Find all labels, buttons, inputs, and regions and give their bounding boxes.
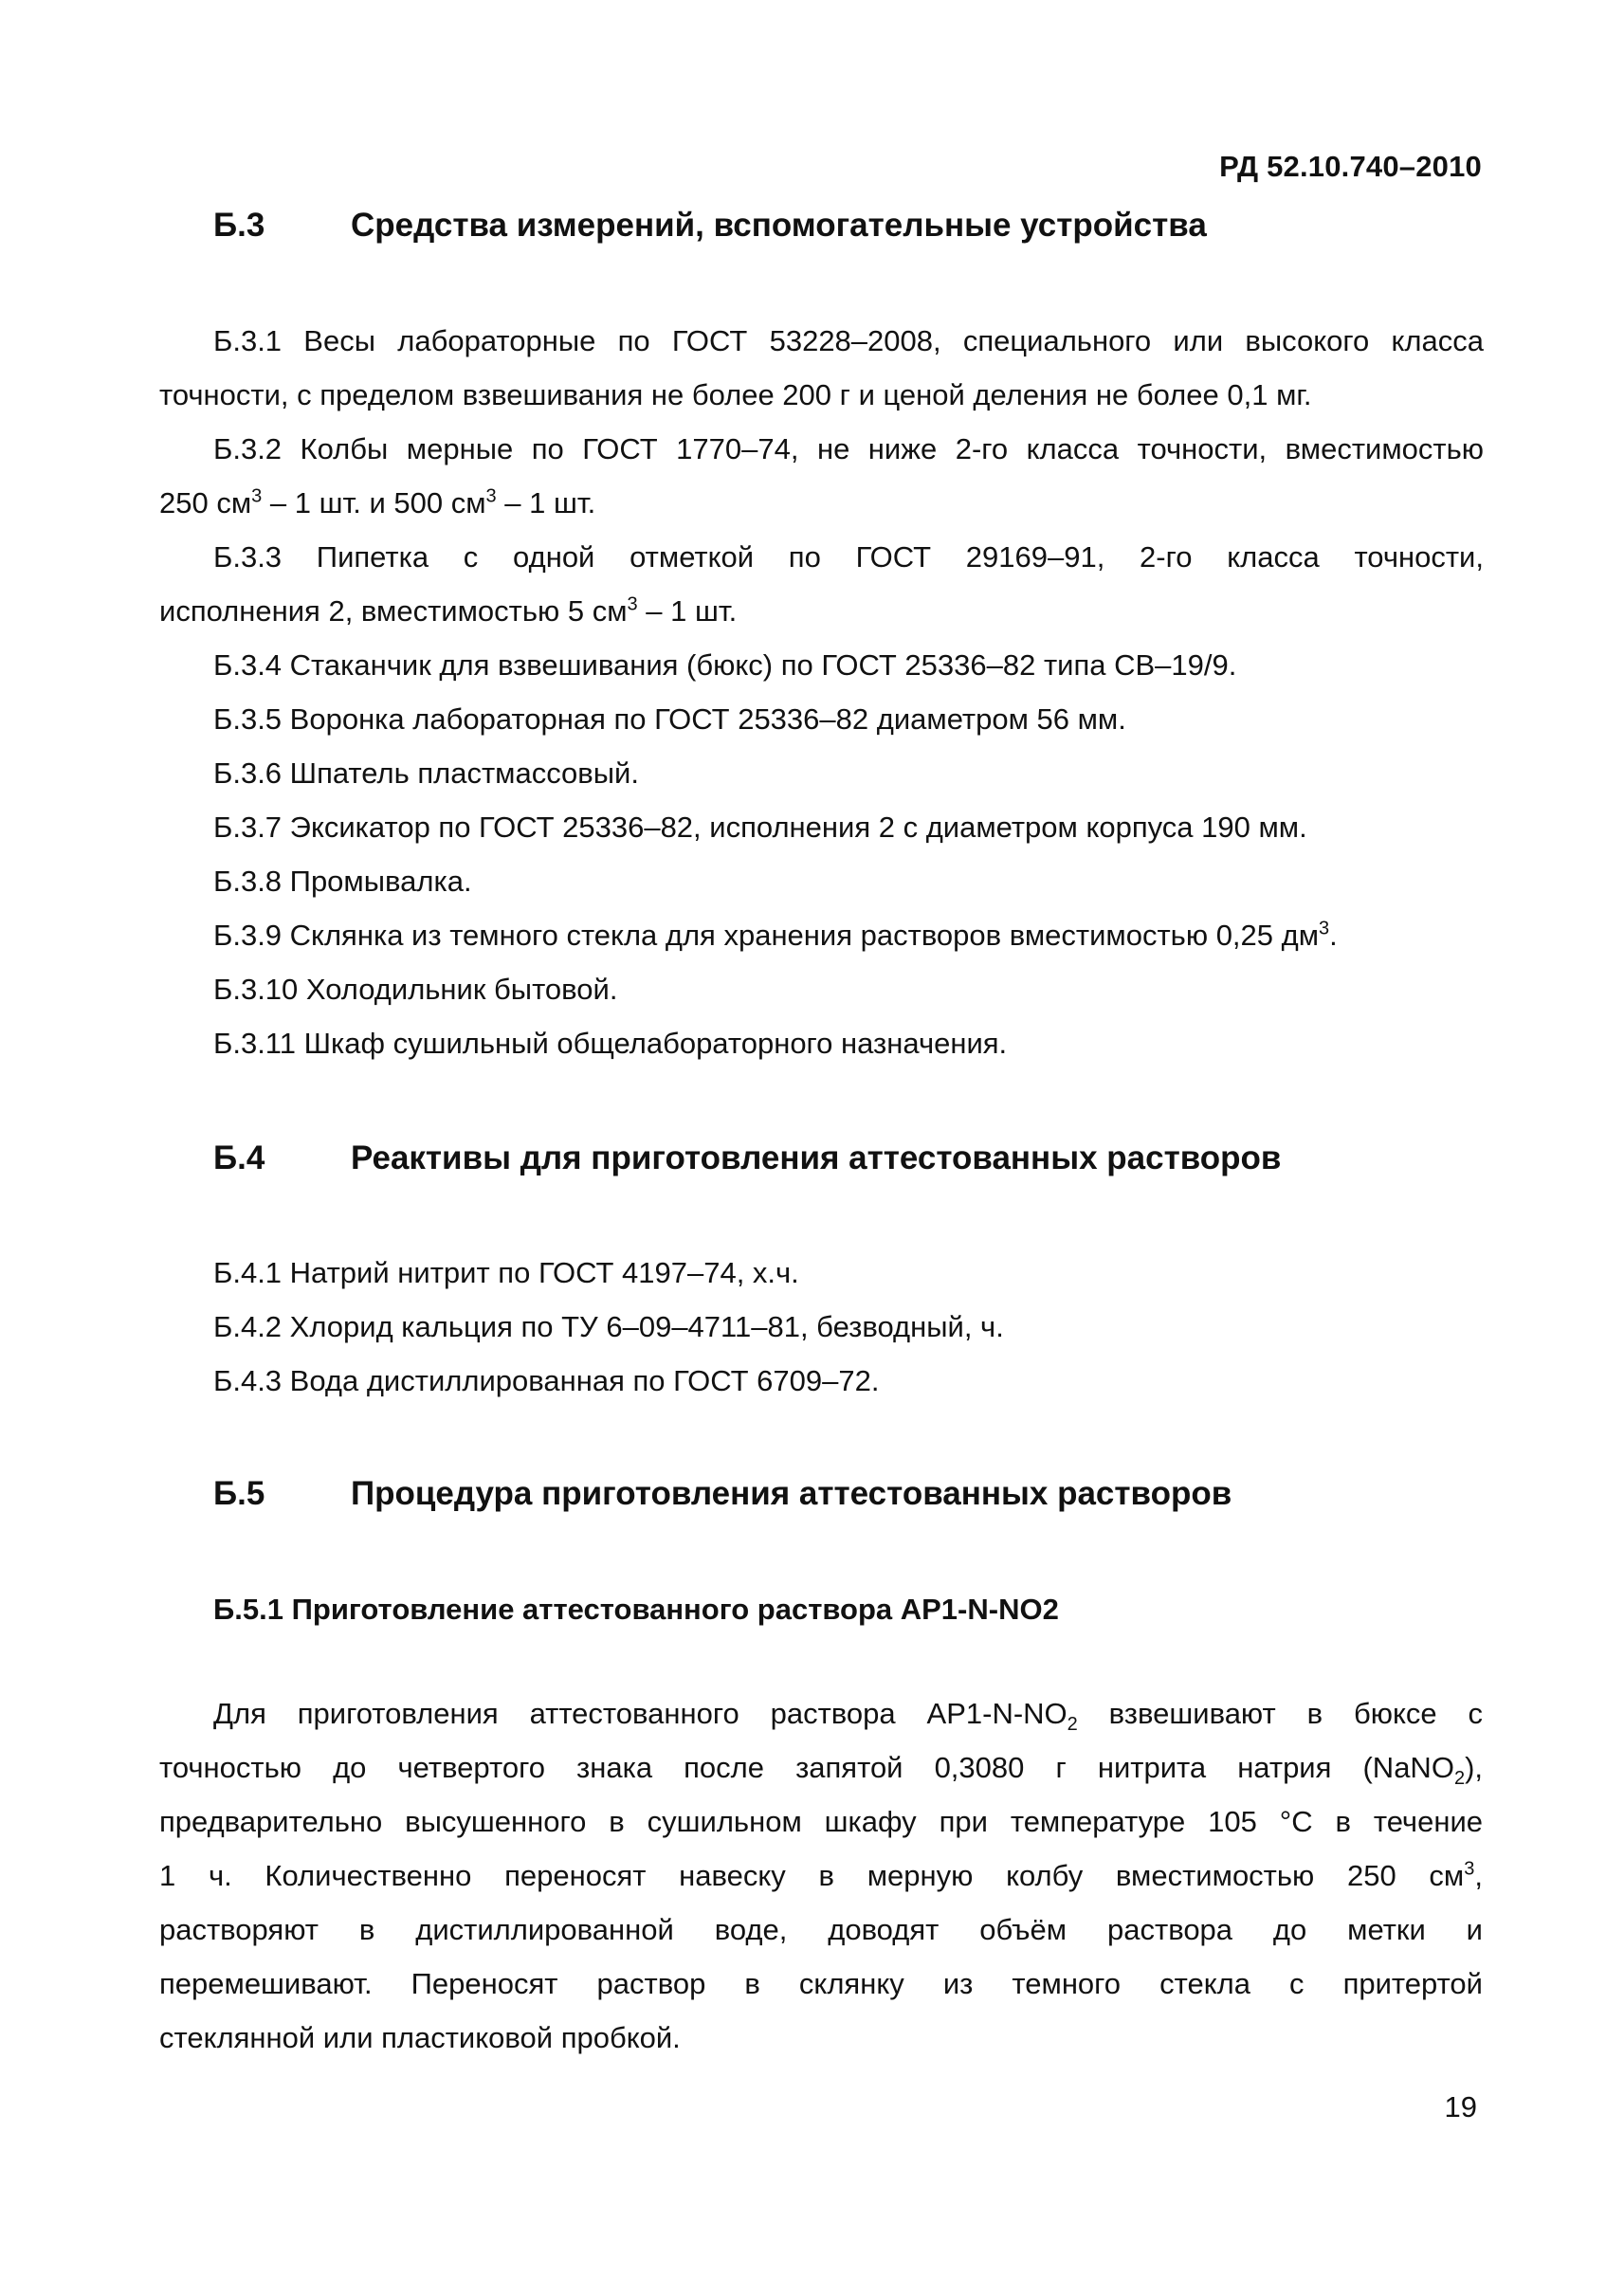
superscript: 3 (1319, 918, 1330, 939)
text-fragment: . (1329, 919, 1338, 952)
subscript: 2 (1067, 1714, 1078, 1736)
document-code: РД 52.10.740–2010 (1219, 150, 1482, 183)
text-fragment: исполнения 2, вместимостью 5 см (159, 594, 628, 628)
section-heading-b5 (213, 1475, 1232, 1513)
item-text: Б.3.2 Колбы мерные по ГОСТ 1770–74, не ниже 2-го класса точности, вместимостью (213, 432, 1484, 465)
section-heading-b4 (213, 1139, 1281, 1177)
superscript: 3 (627, 593, 638, 615)
text-fragment: – 1 шт. (637, 594, 738, 628)
section-title: Процедура приготовления аттестованных растворов (351, 1475, 1232, 1512)
subscript: 2 (1453, 1768, 1466, 1790)
list-item-b3-11: Б.3.11 Шкаф сушильный общелабораторного назначения. (213, 1027, 1008, 1060)
subsection-heading-b5-1: Б.5.1 Приготовление аттестованного раствора АР1-N-NO2 (213, 1593, 1059, 1626)
section-number: Б.3 (213, 207, 265, 244)
list-item-b3-1-continuation: точности, с пределом взвешивания не более 200 г и ценой деления не более 0,1 мг. (159, 378, 1312, 411)
list-item-b3-4: Б.3.4 Стаканчик для взвешивания (бюкс) по ГОСТ 25336–82 типа СВ–19/9. (213, 648, 1237, 682)
section-number: Б.5 (213, 1475, 265, 1512)
paragraph-line: предварительно высушенного в сушильном шкафу при температуре 105 °С в течение (159, 1805, 1483, 1838)
section-number: Б.4 (213, 1139, 265, 1176)
list-item-b3-3-continuation (159, 584, 1483, 638)
list-item-b3-6: Б.3.6 Шпатель пластмассовый. (213, 756, 639, 790)
section-heading-b3 (213, 207, 1207, 245)
text-fragment: Для приготовления аттестованного раствора АР1-N-NO (213, 1697, 1067, 1730)
paragraph-line: перемешивают. Переносят раствор в склянку из темного стекла с притертой (159, 1967, 1483, 2000)
list-item-b3-9 (213, 908, 1338, 962)
section-title: Средства измерений, вспомогательные устройства (351, 207, 1207, 244)
text-fragment: – 1 шт. и 500 см (262, 486, 486, 519)
superscript: 3 (1464, 1858, 1475, 1880)
paragraph-line: стеклянной или пластиковой пробкой. (159, 2021, 681, 2054)
paragraph-line (159, 1740, 1483, 1795)
text-fragment: – 1 шт. (496, 486, 596, 519)
text-fragment: 1 ч. Количественно переносят навеску в мерную колбу вместимостью 250 см (159, 1859, 1465, 1892)
text-fragment: 250 см (159, 486, 252, 519)
list-item-b3-3 (213, 530, 1484, 584)
section-title: Реактивы для приготовления аттестованных растворов (351, 1139, 1282, 1176)
text-fragment: ), (1465, 1751, 1483, 1784)
text-fragment: точностью до четвертого знака после запятой 0,3080 г нитрита натрия (NaNO (159, 1751, 1454, 1784)
paragraph-line: растворяют в дистиллированной воде, доводят объём раствора до метки и (159, 1913, 1483, 1946)
list-item-b3-5: Б.3.5 Воронка лабораторная по ГОСТ 25336–82 диаметром 56 мм. (213, 702, 1126, 736)
list-item-b4-1: Б.4.1 Натрий нитрит по ГОСТ 4197–74, х.ч. (213, 1256, 799, 1289)
text-fragment: взвешивают в бюксе с (1077, 1697, 1483, 1730)
item-text: Б.3.3 Пипетка с одной отметкой по ГОСТ 29169–91, 2-го класса точности, (213, 540, 1484, 574)
superscript: 3 (485, 485, 497, 507)
text-fragment: Б.3.9 Склянка из темного стекла для хранения растворов вместимостью 0,25 дм (213, 919, 1320, 952)
list-item-b4-3: Б.4.3 Вода дистиллированная по ГОСТ 6709–72. (213, 1364, 880, 1397)
list-item-b3-7: Б.3.7 Эксикатор по ГОСТ 25336–82, исполнения 2 с диаметром корпуса 190 мм. (213, 811, 1307, 844)
paragraph-line (159, 1686, 1483, 1740)
page-number: 19 (1444, 2090, 1477, 2123)
list-item-b3-10: Б.3.10 Холодильник бытовой. (213, 973, 618, 1006)
superscript: 3 (251, 485, 263, 507)
list-item-b3-2-continuation (159, 476, 1483, 530)
item-text: Б.3.1 Весы лабораторные по ГОСТ 53228–2008, специального или высокого класса (213, 324, 1484, 357)
list-item-b3-1 (213, 314, 1484, 368)
paragraph-b5-1 (159, 1686, 1483, 2065)
list-item-b3-2 (213, 422, 1484, 476)
list-item-b4-2: Б.4.2 Хлорид кальция по ТУ 6–09–4711–81, безводный, ч. (213, 1310, 1004, 1343)
text-fragment: , (1474, 1859, 1483, 1892)
paragraph-line (159, 1849, 1483, 1903)
list-item-b3-8: Б.3.8 Промывалка. (213, 865, 472, 898)
